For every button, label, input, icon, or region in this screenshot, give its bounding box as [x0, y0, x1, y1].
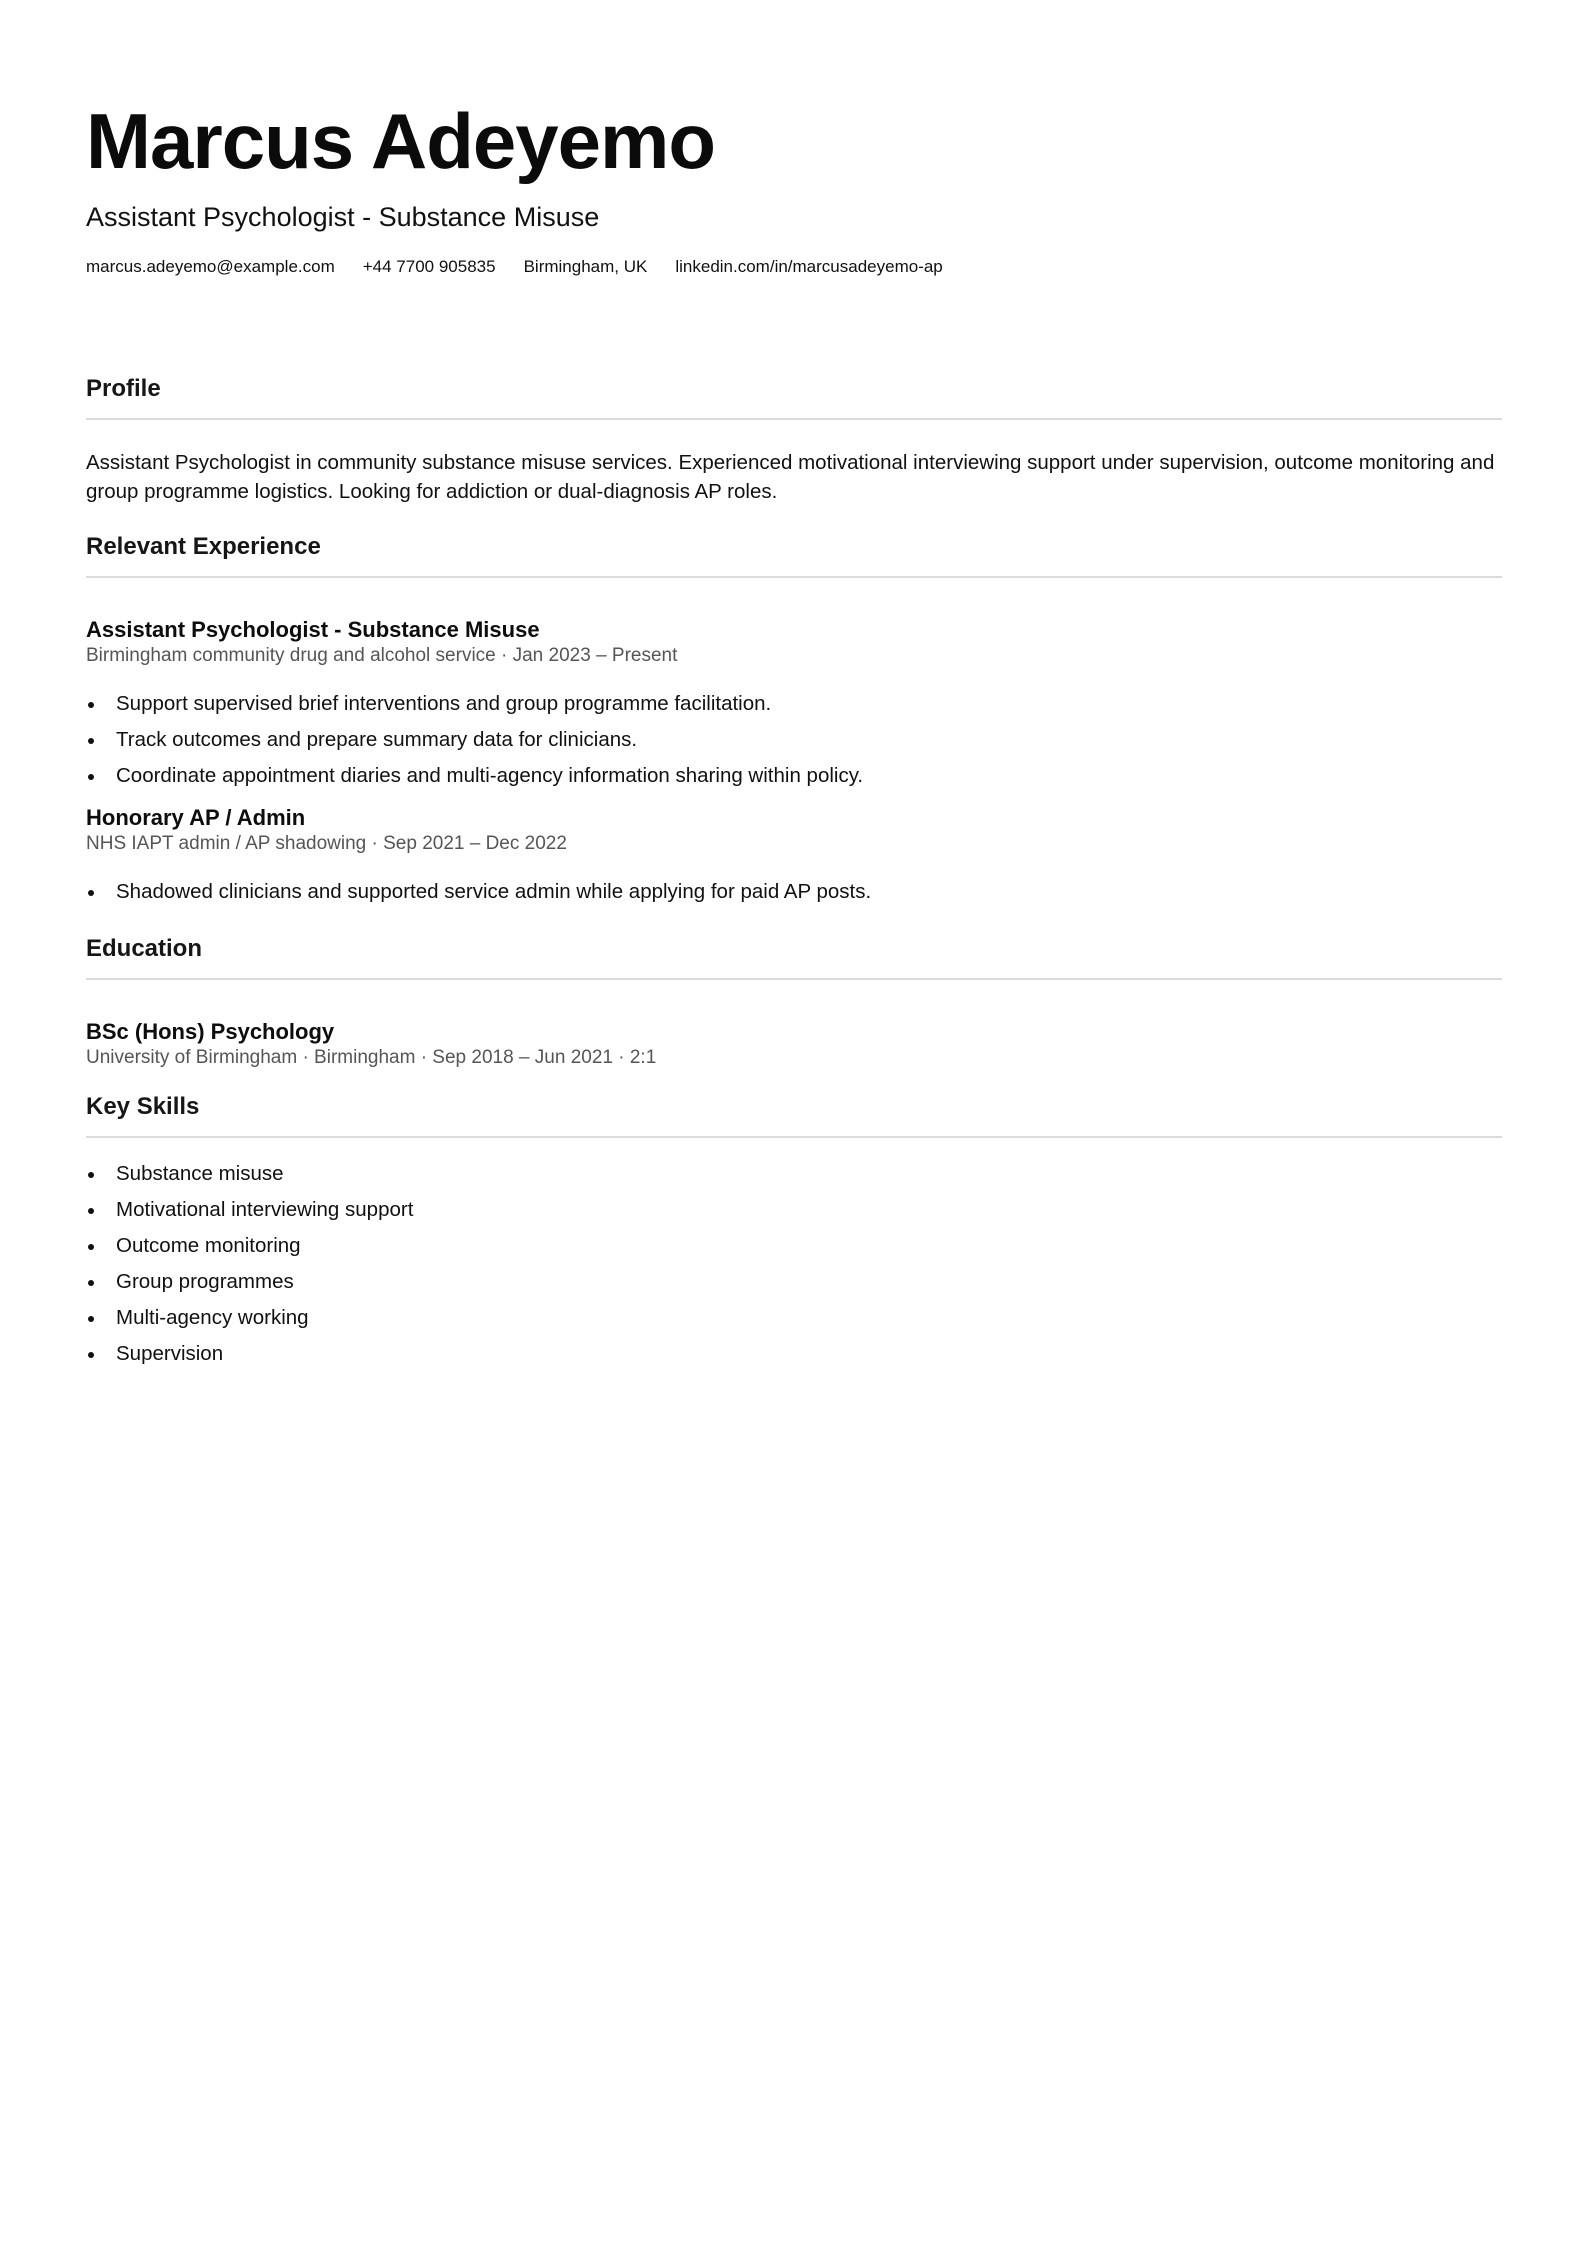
education-entry [86, 1018, 1502, 1070]
degree-meta: University of Birmingham · Birmingham · Sep 2018 – Jun 2021 · 2:1 [86, 1047, 657, 1068]
contact-linkedin: linkedin.com/in/marcusadeyemo-ap [675, 257, 943, 276]
degree-title: BSc (Hons) Psychology [86, 1019, 335, 1044]
section-title: Key Skills [86, 1092, 1502, 1138]
job-bullets [86, 686, 1502, 794]
education-section [86, 934, 1502, 1070]
resume-header [86, 0, 1502, 278]
list-item: Outcome monitoring [86, 1228, 1502, 1264]
list-item: Support supervised brief interventions and group programme facilitation. [86, 686, 1502, 722]
list-item: Track outcomes and prepare summary data for clinicians. [86, 722, 1502, 758]
experience-entry [86, 804, 1502, 910]
job-bullets [86, 874, 1502, 910]
contact-location: Birmingham, UK [523, 257, 648, 276]
list-item: Supervision [86, 1336, 1502, 1372]
contact-phone: +44 7700 905835 [362, 257, 496, 276]
contact-line [86, 256, 1502, 278]
job-title: Assistant Psychologist - Substance Misuse [86, 617, 540, 642]
list-item: Coordinate appointment diaries and multi-agency information sharing within policy. [86, 758, 1502, 794]
list-item: Motivational interviewing support [86, 1192, 1502, 1228]
job-meta: Birmingham community drug and alcohol service · Jan 2023 – Present [86, 645, 678, 666]
list-item: Substance misuse [86, 1156, 1502, 1192]
list-item: Multi-agency working [86, 1300, 1502, 1336]
list-item: Shadowed clinicians and supported service admin while applying for paid AP posts. [86, 874, 1502, 910]
candidate-headline: Assistant Psychologist - Substance Misuse [86, 202, 600, 232]
skills-list [86, 1156, 1502, 1372]
contact-email: marcus.adeyemo@example.com [86, 257, 335, 276]
section-title: Relevant Experience [86, 532, 1502, 578]
skills-section [86, 1092, 1502, 1372]
list-item: Group programmes [86, 1264, 1502, 1300]
experience-section [86, 532, 1502, 910]
section-title: Education [86, 934, 1502, 980]
profile-summary: Assistant Psychologist in community substance misuse services. Experienced motivational interviewing support under supervision, outcome monitoring and group programme logistics. Looking for addiction or dual-diagnosis AP roles. [86, 451, 1495, 503]
experience-entry [86, 616, 1502, 794]
section-title: Profile [86, 374, 1502, 420]
profile-section [86, 374, 1502, 506]
job-meta: NHS IAPT admin / AP shadowing · Sep 2021 – Dec 2022 [86, 833, 567, 854]
job-title: Honorary AP / Admin [86, 805, 306, 830]
candidate-name: Marcus Adeyemo [86, 97, 716, 185]
